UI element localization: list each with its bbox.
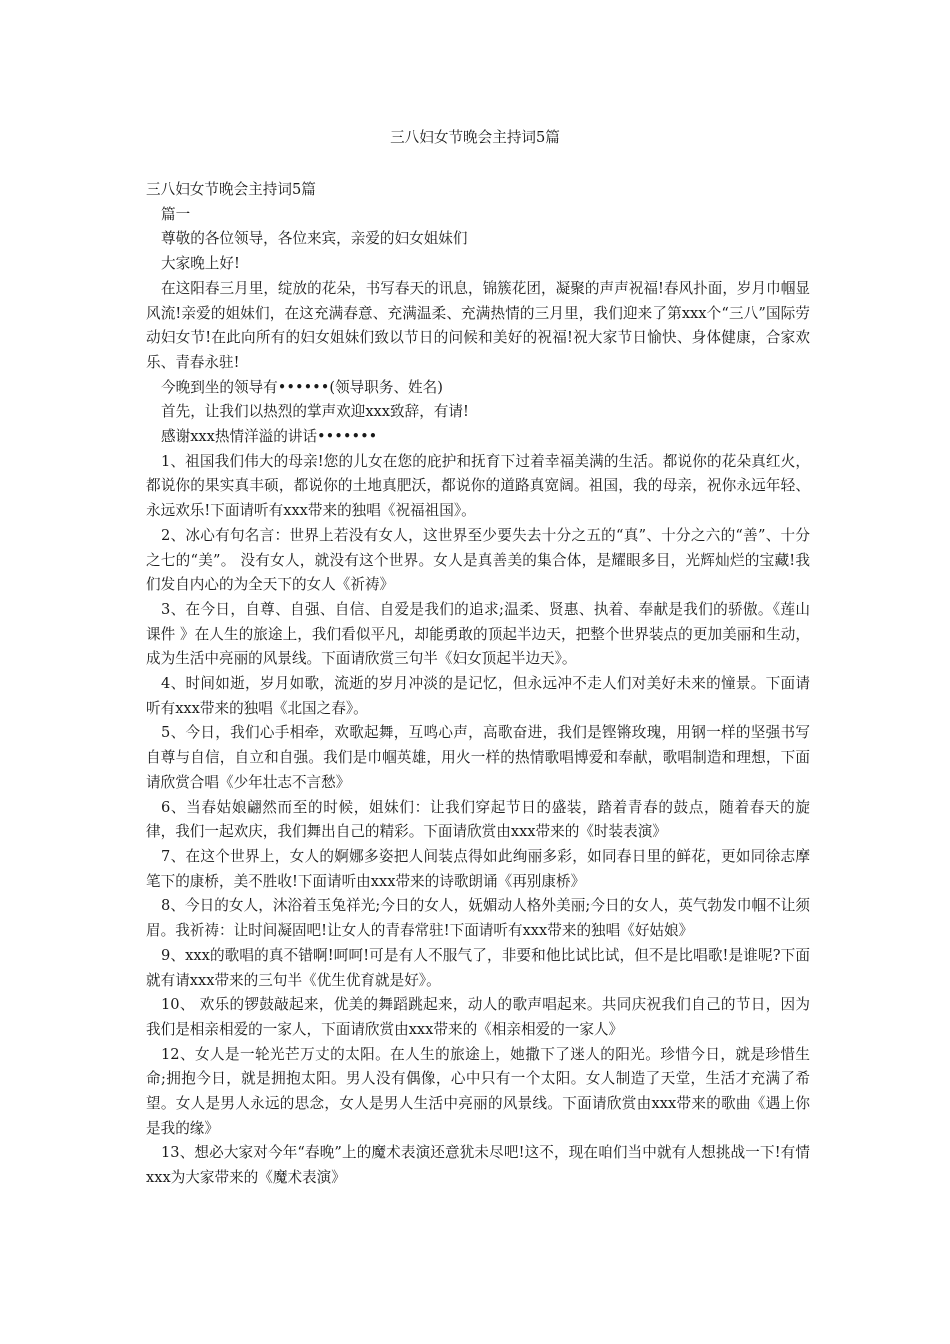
paragraph: 感谢xxx热情洋溢的讲话••••••• xyxy=(161,428,378,446)
paragraph: 6、当春姑娘翩然而至的时候，姐妹们：让我们穿起节日的盛装，踏着青春的鼓点，随着春天的旋律，我们一起欢庆，我们舞出自己的精彩。下面请欣赏由xxx带来的《时装表演》 xyxy=(146,798,810,841)
paragraph: 4、时间如逝，岁月如歌，流逝的岁月冲淡的是记忆，但永远冲不走人们对美好未来的憧景。下面请听有xxx带来的独唱《北国之春》。 xyxy=(146,675,810,717)
paragraph: 5、今日，我们心手相牵，欢歌起舞，互鸣心声，高歌奋进，我们是铿锵玫瑰，用钢一样的坚强书写自尊与自信，自立和自强。我们是巾帼英雄，用火一样的热情歌唱博爱和奉献，歌唱制造和理想，下面请欣赏合唱《少年壮志不言愁》 xyxy=(146,724,810,791)
paragraph: 今晚到坐的领导有••••••(领导职务、姓名) xyxy=(161,378,443,396)
page-title: 三八妇女节晚会主持词5篇 xyxy=(390,129,560,146)
document-body xyxy=(146,178,810,1191)
paragraph: 篇一 xyxy=(161,205,191,223)
paragraph: 9、xxx的歌唱的真不错啊!呵呵!可是有人不服气了，非要和他比试比试，但不是比唱歌!是谁呢?下面就有请xxx带来的三句半《优生优育就是好》。 xyxy=(146,946,810,989)
document-heading: 三八妇女节晚会主持词5篇 xyxy=(146,181,316,198)
paragraph: 12、女人是一轮光芒万丈的太阳。在人生的旅途上，她撒下了迷人的阳光。珍惜今日，就是珍惜生命;拥抱今日，就是拥抱太阳。男人没有偶像，心中只有一个太阳。女人制造了天堂，生活才充满了希望。女人是男人永远的思念，女人是男人生活中亮丽的风景线。下面请欣赏由xxx带来的歌曲《遇上你是我的缘》 xyxy=(146,1045,810,1137)
paragraph: 13、想必大家对今年“春晚”上的魔术表演还意犹未尽吧!这不，现在咱们当中就有人想挑战一下!有情xxx为大家带来的《魔术表演》 xyxy=(146,1144,810,1187)
paragraph: 在这阳春三月里，绽放的花朵，书写春天的讯息，锦簇花团，凝聚的声声祝福!春风扑面，岁月巾帼显风流!亲爱的姐妹们，在这充满春意、充满温柔、充满热情的三月里，我们迎来了第xxx个“三八”国际劳动妇女节!在此向所有的妇女姐妹们致以节日的问候和美好的祝福!祝大家节日愉快、身体健康，合家欢乐、青春永驻! xyxy=(146,279,810,371)
paragraph: 3、在今日，自尊、自强、自信、自爱是我们的追求;温柔、贤惠、执着、奉献是我们的骄傲。《莲山 课件 》在人生的旅途上，我们看似平凡，却能勇敢的顶起半边天，把整个世界装点的更加美丽和生动，成为生活中亮丽的风景线。下面请欣赏三句半《妇女顶起半边天》。 xyxy=(146,600,810,668)
paragraph: 首先，让我们以热烈的掌声欢迎xxx致辞，有请! xyxy=(161,403,469,421)
paragraph: 7、在这个世界上，女人的婀娜多姿把人间装点得如此绚丽多彩，如同春日里的鲜花，更如同徐志摩笔下的康桥，美不胜收!下面请听由xxx带来的诗歌朗诵《再别康桥》 xyxy=(146,847,810,890)
paragraph: 10、 欢乐的锣鼓敲起来，优美的舞蹈跳起来，动人的歌声唱起来。共同庆祝我们自己的节日，因为我们是相亲相爱的一家人，下面请欣赏由xxx带来的《相亲相爱的一家人》 xyxy=(146,996,810,1038)
paragraph: 尊敬的各位领导，各位来宾，亲爱的妇女姐妹们 xyxy=(161,230,468,248)
paragraph: 2、冰心有句名言：世界上若没有女人，这世界至少要失去十分之五的“真”、十分之六的“善”、十分之七的“美”。 没有女人，就没有这个世界。女人是真善美的集合体，是耀眼多目，光辉灿烂的宝藏!我们发自内心的为全天下的女人《祈祷》 xyxy=(146,526,810,594)
paragraph: 1、祖国我们伟大的母亲!您的儿女在您的庇护和抚育下过着幸福美满的生活。都说你的花朵真红火，都说你的果实真丰硕，都说你的土地真肥沃，都说你的道路真宽阔。祖国，我的母亲，祝你永远年轻、永远欢乐!下面请听有xxx带来的独唱《祝福祖国》。 xyxy=(146,452,810,520)
paragraph: 8、今日的女人，沐浴着玉兔祥光;今日的女人，妩媚动人格外美丽;今日的女人，英气勃发巾帼不让须眉。我祈祷：让时间凝固吧!让女人的青春常驻!下面请听有xxx带来的独唱《好姑娘》 xyxy=(146,897,810,940)
paragraph: 大家晚上好! xyxy=(161,255,240,273)
